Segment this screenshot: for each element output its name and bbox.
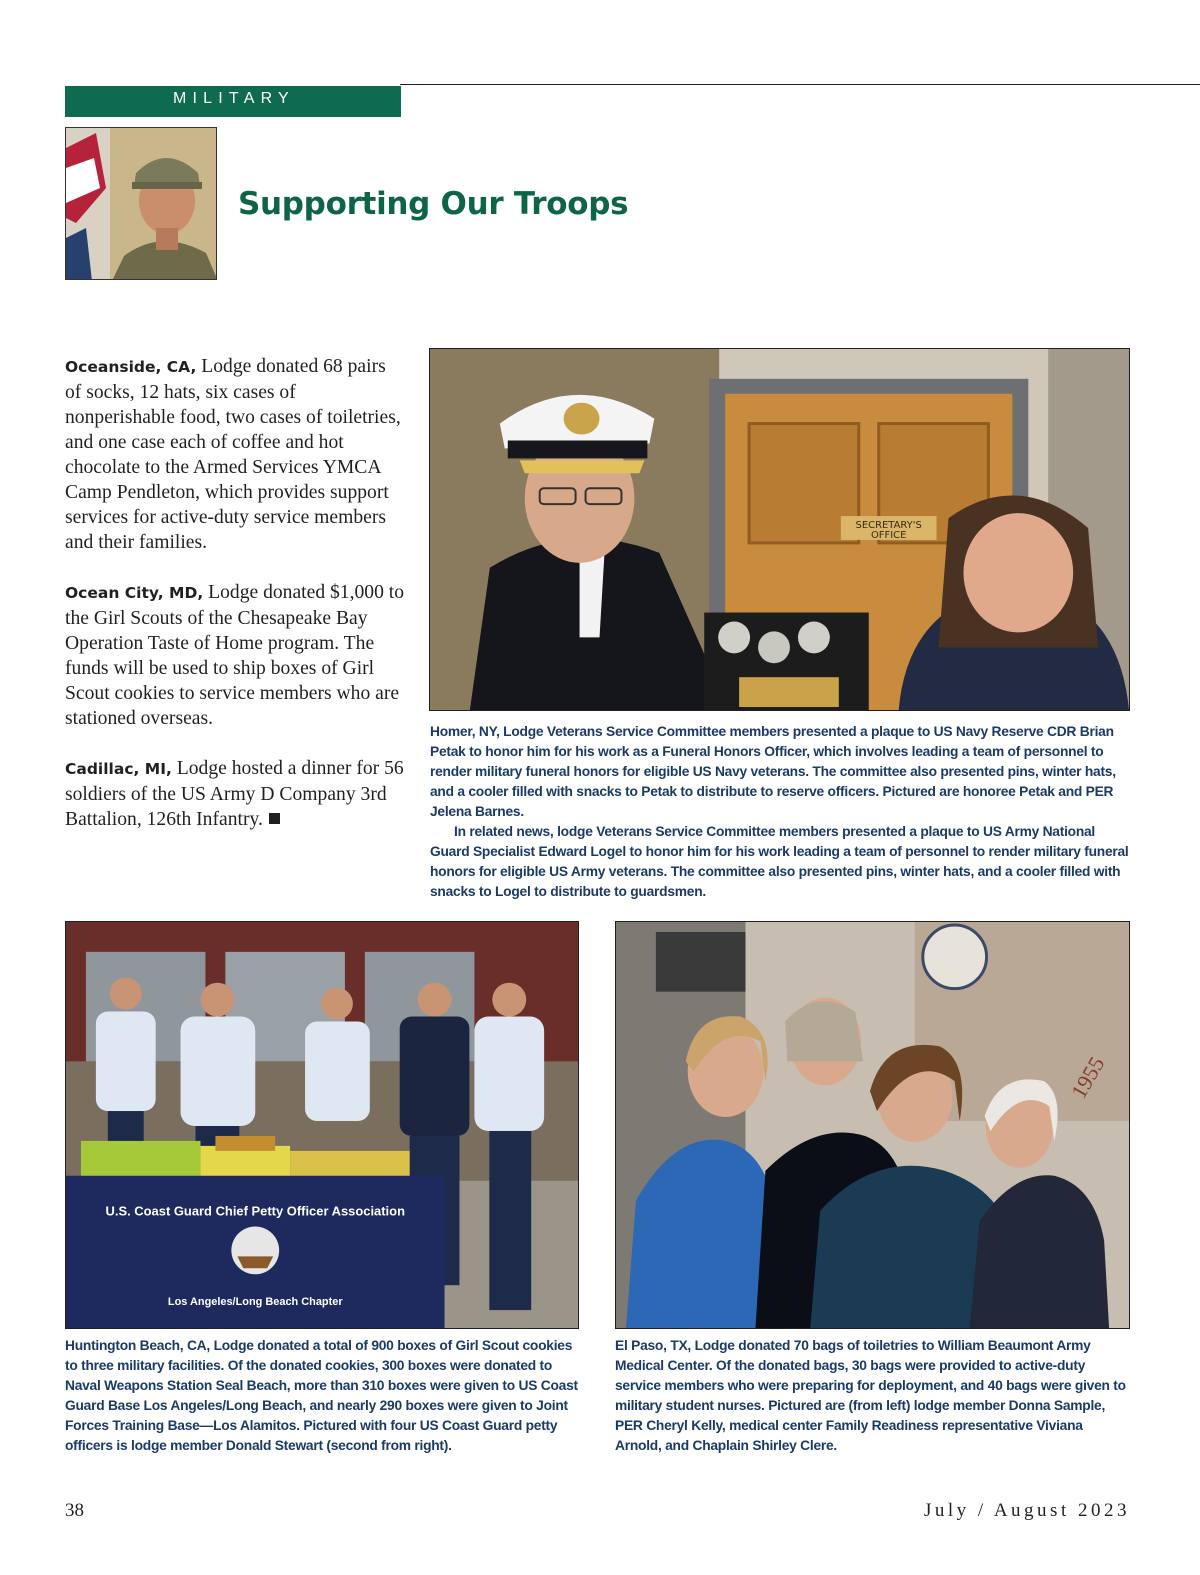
office-sign-line-2: OFFICE [870,529,907,541]
item-city: Ocean City, MD, [65,584,204,602]
news-item [65,354,405,555]
office-sign-line-1: SECRETARY'S [855,520,922,532]
homer-plaque-photo [429,348,1130,711]
homer-caption [430,722,1130,902]
news-items-column [65,354,405,857]
el-paso-photo [615,921,1130,1329]
news-item [65,756,405,832]
end-mark-icon [269,813,280,824]
caption-text: Lodge Veterans Service Committee members presented a plaque to US Navy Reserve CDR Brian Petak to honor him for his work as a Funeral Honors Officer, which involves leading a team of personnel to render military funeral honors for eligible US Navy veterans. The committee also presented pins, winter hats, and a cooler filled with snacks to Petak to distribute to reserve officers. Pictured are honoree Petak and PER Jelena Barnes. [430,724,1116,819]
soldier-thumbnail-photo [65,127,217,280]
item-text: Lodge hosted a dinner for 56 soldiers of the US Army D Company 3rd Battalion, 126th Infantry. [65,758,404,830]
caption-city: El Paso, TX, [615,1338,691,1353]
top-rule [400,84,1200,85]
section-label: MILITARY [173,90,295,107]
banner-title: U.S. Coast Guard Chief Petty Officer Association [105,1203,405,1219]
item-city: Cadillac, MI, [65,760,172,778]
article-title: Supporting Our Troops [238,186,629,222]
item-text: Lodge donated $1,000 to the Girl Scouts of the Chesapeake Bay Operation Taste of Home program. The funds will be used to ship boxes of Girl Scout cookies to service members who are stationed overseas. [65,582,405,729]
caption-city: Huntington Beach, CA, [65,1338,210,1353]
caption-text: Lodge donated 70 bags of toiletries to William Beaumont Army Medical Center. Of the donated bags, 30 bags were provided to active-duty service members who were preparing for deployment, and 40 bags were given to military student nurses. Pictured are (from left) lodge member Donna Sample, PER Cheryl Kelly, medical center Family Readiness representative Viviana Arnold, and Chaplain Shirley Clere. [615,1338,1126,1453]
issue-date: July / August 2023 [923,1500,1130,1521]
caption-city: Homer, NY, [430,724,500,739]
huntington-caption [65,1336,579,1456]
section-header-bar [65,86,401,117]
caption-related-text: In related news, lodge Veterans Service Committee members presented a plaque to US Army National Guard Specialist Edward Logel to honor him for his work leading a team of personnel to render military funeral honors for eligible US Army veterans. The committee also presented pins, winter hats, and a cooler filled with snacks to Logel to distribute to guardsmen. [430,824,1129,899]
huntington-beach-photo [65,921,579,1329]
item-city: Oceanside, CA, [65,358,197,376]
item-text: Lodge donated 68 pairs of socks, 12 hats, six cases of nonperishable food, two cases of toiletries, and one case each of coffee and hot chocolate to the Armed Services YMCA Camp Pendleton, which provides support services for active-duty service members and their families. [65,356,401,553]
wall-year: 1955 [1065,1052,1110,1103]
news-item [65,580,405,731]
el-paso-caption [615,1336,1130,1456]
banner-chapter: Los Angeles/Long Beach Chapter [167,1296,343,1309]
page-number: 38 [65,1500,84,1521]
caption-text: Lodge donated a total of 900 boxes of Girl Scout cookies to three military facilities. Of the donated cookies, 300 boxes were donated to Naval Weapons Station Seal Beach, more than 310 boxes were given to US Coast Guard Base Los Angeles/Long Beach, and nearly 290 boxes were given to Joint Forces Training Base—Los Alamitos. Pictured with four US Coast Guard petty officers is lodge member Donald Stewart (second from right). [65,1338,578,1453]
